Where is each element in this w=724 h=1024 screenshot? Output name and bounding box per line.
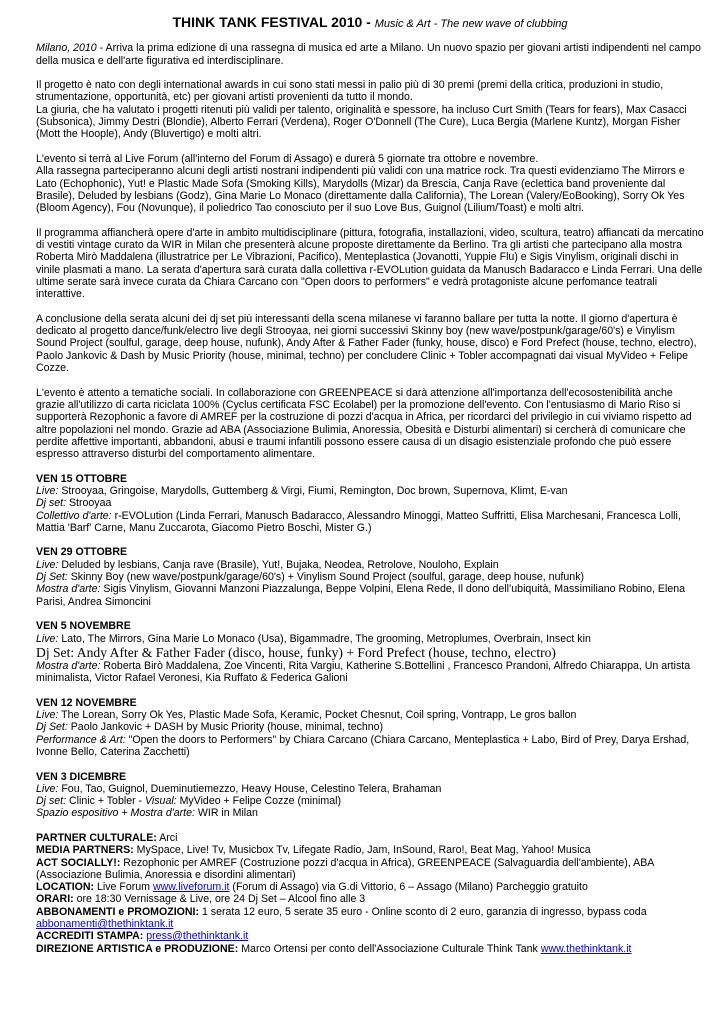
live-label: Live:: [36, 484, 59, 497]
press-label: ACCREDITI STAMPA:: [36, 930, 144, 943]
dj-lineup: Paolo Jankovic + DASH by Music Priority (house, minimal, techno): [67, 721, 384, 734]
location-paragraph: [36, 153, 704, 214]
program-paragraph: Il programma affiancherà opere d'arte in ambito multidisciplinare (pittura, fotografia, installazioni, video, scultura, teatro) affiancati da mercatino di vestiti vintage curato da WIR in Milan che presenterà alcune proposte direttamente da Berlino. Tra gli artisti che partecipano alla mostra Roberta Mirò Maddalena (illustratrice per Le Vibrazioni, Pacifico), Menteplastica (Jovanotti, Yuppie Flu) e Sigis Vinylism, originali dischi in vinile plasmati a mano. La serata d'apertura sarà curata dalla collettiva r-EVOLution guidata da Manusch Badaracco e Linda Ferrari. Una delle ultime serate sarà invece curata da Chiara Carcano con "Open doors to performers" e vedrà protagoniste alcune perfomance teatrali interattive.: [36, 226, 704, 301]
dj-lineup: Skinny Boy (new wave/postpunk/garage/60's) + Vinylism Sound Project (soulful, garage, deep house, nufunk): [67, 571, 585, 584]
liveforum-link[interactable]: www.liveforum.it: [152, 881, 230, 894]
mostra-lineup: Sigis Vinylism, Giovanni Manzoni Piazzalunga, Beppe Volpini, Elena Rede, Il dono dell’ubiquità, Massimiliano Robino, Elena Parisi, Andrea Simoncini: [36, 583, 686, 608]
collettivo-label: Collettivo d'arte:: [36, 509, 112, 522]
visual-label: Visual:: [145, 795, 177, 808]
dj-lineup: Strooyaa: [66, 497, 112, 510]
live-lineup: Fou, Tao, Guignol, Dueminutiemezzo, Heavy House, Celestino Telera, Brahaman: [58, 782, 442, 795]
location-post: (Forum di Assago) via G.di Vittorio, 6 – Assago (Milano) Parcheggio gratuito: [229, 881, 588, 894]
djset-paragraph: A conclusione della serata alcuni dei dj set più interessanti della scena milanese vi faranno ballare per tutta la notte. Il giorno d'apertura è dedicato al progetto dance/funk/electro live degli Strooyaa, nei giorni successivi Skinny boy (new wave/postpunk/garage/60's) e Vinylism Sound Project (soulful, garage, deep house, nufunk), Andy After & Father Fader (funky, house, disco) e Ford Prefect (house, techno, electro), Paolo Jankovic & Dash by Music Priority (house, minimal, techno) per concludere Clinic + Tobler accompagnati dai visual MyVideo + Felipe Cozze.: [36, 312, 697, 375]
press-email-link[interactable]: press@thethinktank.it: [146, 930, 249, 943]
abbonamenti-value: 1 serata 12 euro, 5 serate 35 euro - Online sconto di 2 euro, garanzia di ingresso, bypass coda: [199, 905, 647, 918]
awards-paragraph: [36, 79, 704, 140]
dj-lineup: Clinic + Tobler -: [66, 795, 146, 808]
abbonamenti-email-link[interactable]: abbonamenti@thethinktank.it: [36, 918, 174, 931]
dj-label: Dj set:: [36, 795, 67, 808]
title-subtitle: Music & Art - The new wave of clubbing: [374, 18, 568, 30]
act-label: ACT SOCIALLY!:: [36, 856, 121, 869]
awards-line-2: La giuria, che ha valutato i progetti ritenuti più validi per talento, originalità e spessore, ha incluso Curt Smith (Tears for fears), Max Casacci (Subsonica), Jimmy Destri (Blondie), Alberto Ferrari (Verdena), Roger O'Donnell (The Cure), Luca Bergia (Marlene Kuntz), Morgan Fisher (Mott the Hoople), Andy (Bluvertigo) e molti altri.: [36, 103, 687, 141]
direction-value: Marco Ortensi per conto dell'Associazione Culturale Think Tank: [238, 942, 541, 955]
media-label: MEDIA PARTNERS:: [36, 844, 134, 857]
event-date: VEN 15 OTTOBRE: [36, 472, 128, 485]
location-line-1: L'evento si terrà al Live Forum (all'interno del Forum di Assago) e durerà 5 giornate tra ottobre e novembre.: [36, 152, 539, 165]
live-lineup: The Lorean, Sorry Ok Yes, Plastic Made Sofa, Keramic, Pocket Chesnut, Coil spring, Vontrapp, Le gros ballon: [58, 709, 577, 722]
event-date: VEN 29 OTTOBRE: [36, 546, 128, 559]
live-lineup: Lato, The Mirrors, Gina Marie Lo Monaco (Usa), Bigammadre, The grooming, Metroplumes, Overbrain, Insect kin: [58, 632, 591, 645]
live-lineup: Strooyaa, Gringoise, Marydolls, Guttemberg & Virgi, Fiumi, Remington, Doc brown, Supernova, Klimt, E-van: [58, 484, 568, 497]
thinktank-link[interactable]: www.thethinktank.it: [540, 942, 632, 955]
location-line-2: Alla rassegna parteciperanno alcuni degli artisti nostrani indipendenti più validi con una matrice rock. Tra questi evidenziamo The Mirrors e Lato (Echophonic), Yut! e Plastic Made Sofa (Smoking Kills), Marydolls (Mizar) da Brescia, Canja Rave (eclettica band proveniente dal Brasile), Deluded by lesbians (Godz), Gina Marie Lo Monaco (direttamente dalla California), The Lorean (Valery/EoBooking), Sorry Ok Yes (Bloom Agency), Fou (Novunque), il poliedrico Tao conosciuto per il suo Love Bus, Guignol (Lilium/Toast) e molti altri.: [36, 165, 685, 215]
dj-lineup: Dj Set: Andy After & Father Fader (disco, house, funky) + Ford Prefect: [36, 644, 425, 660]
location-pre: Live Forum: [94, 881, 153, 894]
event-ven15: [36, 473, 704, 534]
intro-paragraph: [36, 42, 704, 67]
media-value: MySpace, Live! Tv, Musicbox Tv, Lifegate Radio, Jam, InSound, Raro!, Beat Mag, Yahoo! Musica: [133, 844, 591, 857]
dj-label: Dj set:: [36, 497, 67, 510]
collettivo-lineup: r-EVOLution (Linda Ferrari, Manusch Badaracco, Alessandro Minoggi, Matteo Suffritti, Elisa Marchesani, Francesca Lolli, Mattia 'Barf' Carne, Manu Zuccarota, Giacomo Pietro Boschi, Mister G.): [36, 509, 681, 534]
partner-label: PARTNER CULTURALE:: [36, 832, 157, 844]
event-ven3: [36, 771, 704, 820]
social-paragraph: L'evento è attento a tematiche sociali. In collaborazione con GREENPEACE si darà attenzione all'importanza dell'ecosostenibilità anche grazie all'utilizzo di carta riciclata 100% (Cyclus certificata FSC Ecolabel) per la promozione dell'evento. Con l'entusiasmo di Mario Riso si supporterà Rezophonic a favore di AMREF per la costruzione di pozzi d'acqua in Africa, per ricordarci del privilegio in cui viviamo rispetto ad altre popolazioni nel mondo. Grazie ad ABA (Associazione Bulimia, Anoressia, Obesità e Disturbi alimentari) si cercherà di comunicare che perdite affettive importanti, abbandoni, abusi e traumi infantili possono essere causa di un disagio esistenziale profondo che può essere espresso attraverso disturbi del comportamento alimentare.: [36, 386, 692, 461]
space-value: WIR in Milan: [194, 807, 258, 820]
live-label: Live:: [36, 782, 59, 795]
orari-label: ORARI:: [36, 893, 74, 906]
performance-lineup: "Open the doors to Performers" by Chiara Carcano (Chiara Carcano, Menteplastica + Labo, Bird of Prey, Darya Ershad, Ivonne Bello, Caterina Zacchetti): [36, 733, 690, 758]
dj-label: Dj Set:: [36, 571, 68, 584]
mostra-lineup: Roberta Birò Maddalena, Zoe Vincenti, Rita Vargiu, Katherine S.Bottellini , Francesco Prandoni, Alfredo Chiarappa, Un artista minimalista, Victor Rafael Veronesi, Kia Ruffato & Federica Galioni: [36, 659, 691, 685]
location-label: LOCATION:: [36, 881, 95, 894]
title-main: THINK TANK FESTIVAL 2010 -: [172, 14, 375, 30]
footer-info: [36, 832, 704, 955]
live-label: Live:: [36, 632, 59, 645]
intro-text: - Arriva la prima edizione di una rassegna di musica ed arte a Milano. Un nuovo spazio per giovani artisti indipendenti nel campo della musica e dell'arte figurativa ed interdisciplinare.: [36, 42, 701, 67]
awards-line-1: Il progetto è nato con degli international awards in cui sono stati messi in palio più di 30 premi (premi della critica, produzioni in studio, strumentazione, opportunità, etc) per giovani artisti provenienti da tutto il mondo.: [36, 79, 664, 104]
live-lineup: Deluded by lesbians, Canja rave (Brasile), Yut!, Bujaka, Neodea, Retrolove, Nouloho, Explain: [58, 558, 499, 571]
event-ven29: [36, 546, 704, 607]
intro-place-date: Milano, 2010: [36, 42, 97, 55]
event-date: VEN 5 NOVEMBRE: [36, 620, 131, 633]
event-date: VEN 3 DICEMBRE: [36, 770, 127, 783]
mostra-label: Mostra d'arte:: [36, 583, 101, 596]
direction-label: DIREZIONE ARTISTICA e PRODUZIONE:: [36, 942, 239, 955]
orari-value: ore 18:30 Vernissage & Live, ore 24 Dj Set – Alcool fino alle 3: [73, 893, 366, 906]
page-title: [36, 16, 704, 30]
event-ven5: [36, 620, 704, 684]
event-ven12: [36, 697, 704, 758]
visual-lineup: MyVideo + Felipe Cozze (minimal): [176, 795, 341, 808]
partner-value: Arci: [156, 832, 178, 844]
act-value: Rezophonic per AMREF (Costruzione pozzi d'acqua in Africa), GREENPEACE (Salvaguardia dell'ambiente), ABA (Associazione Bulimia, Anoressia e disordini alimentari): [36, 856, 654, 881]
live-label: Live:: [36, 709, 59, 722]
dj-lineup-tail: (house, techno, electro): [424, 644, 556, 660]
live-label: Live:: [36, 558, 59, 571]
dj-label: Dj Set:: [36, 721, 68, 734]
event-date: VEN 12 NOVEMBRE: [36, 696, 137, 709]
performance-label: Performance & Art:: [36, 733, 126, 746]
space-label: Spazio espositivo + Mostra d'arte:: [36, 807, 195, 820]
mostra-label: Mostra d'arte:: [36, 659, 101, 672]
abbonamenti-label: ABBONAMENTI e PROMOZIONI:: [36, 905, 200, 918]
